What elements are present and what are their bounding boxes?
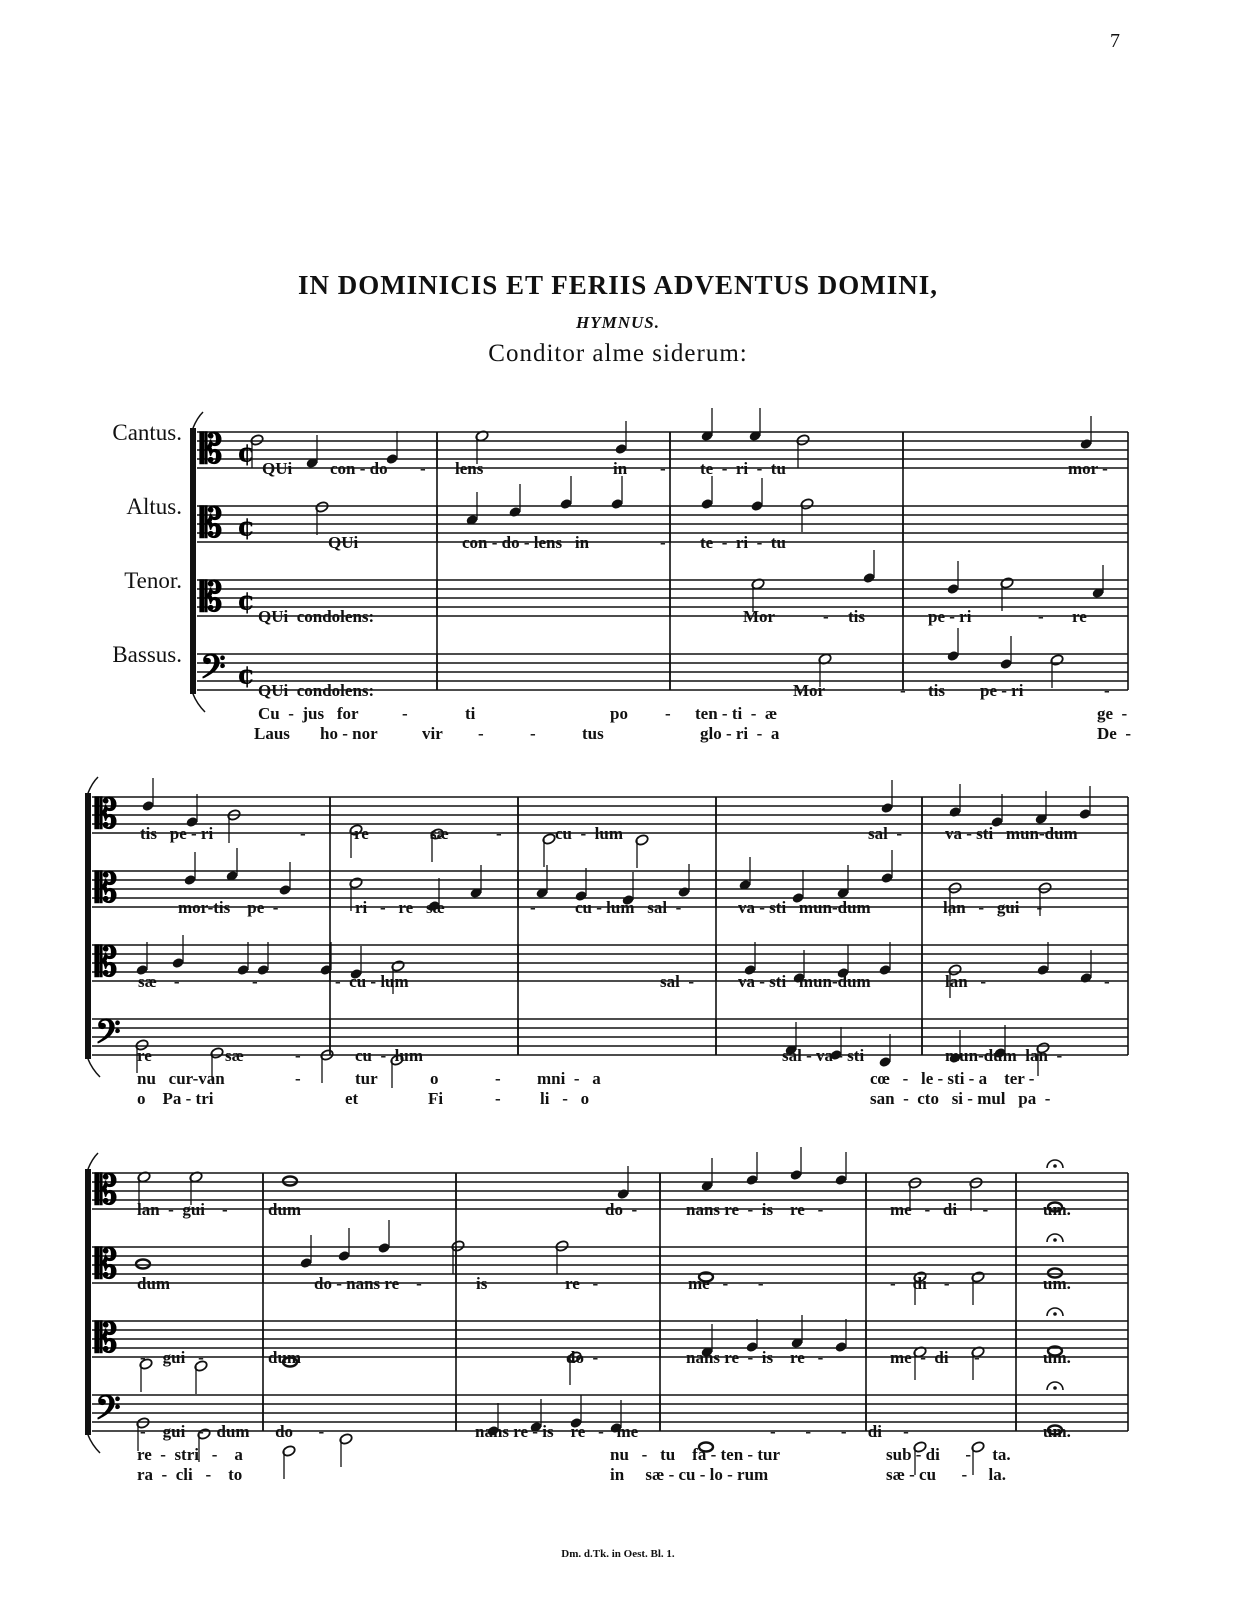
lyric-verse3: Laus xyxy=(254,724,290,743)
cut-time-icon: ¢ xyxy=(237,660,256,691)
lyric-altus: con - do - lens in xyxy=(462,533,590,552)
lyric-cantus: lan - gui - xyxy=(137,1200,228,1219)
lyric-verse2: re - stri - a xyxy=(137,1445,243,1464)
lyric-tenor: do - xyxy=(566,1348,599,1367)
lyric-tenor: pe - ri xyxy=(928,607,972,626)
lyric-verse2: - xyxy=(665,704,671,723)
whole-note xyxy=(283,1177,297,1186)
lyric-verse3: san - cto si - mul pa - xyxy=(870,1089,1051,1108)
lyric-verse3: glo - ri - a xyxy=(700,724,780,743)
lyric-verse2: ge - xyxy=(1097,704,1128,723)
lyric-altus: cu - lum sal - xyxy=(575,898,682,917)
page-number: 7 xyxy=(1110,30,1120,52)
lyric-verse3: Fi xyxy=(428,1089,444,1108)
lyric-verse3: ho - nor xyxy=(320,724,378,743)
lyric-verse2: - xyxy=(495,1069,501,1088)
lyric-tenor: me - di - xyxy=(890,1348,980,1367)
lyric-cantus: do - xyxy=(605,1200,638,1219)
lyric-bassus: - xyxy=(900,681,906,700)
lyric-verse2: nu - tu fa - ten - tur xyxy=(610,1445,780,1464)
lyric-verse2: - xyxy=(295,1069,301,1088)
lyric-altus: te - ri - tu xyxy=(700,533,786,552)
page-footer: Dm. d.Tk. in Oest. Bl. 1. xyxy=(561,1548,675,1560)
lyric-tenor: - xyxy=(252,972,258,991)
lyric-bassus: pe - ri xyxy=(980,681,1024,700)
lyric-altus: do - nans re - xyxy=(314,1274,422,1293)
lyric-verse3: vir xyxy=(422,724,443,743)
bracket-hook-bottom xyxy=(88,1435,100,1453)
lyric-altus: - di - xyxy=(890,1274,950,1293)
lyric-tenor: re xyxy=(1072,607,1087,626)
lyric-altus: ri - re sæ xyxy=(355,898,445,917)
lyric-tenor: - xyxy=(823,607,829,626)
lyric-cantus: re xyxy=(354,824,369,843)
lyric-verse3: tus xyxy=(582,724,604,743)
lyric-altus: - xyxy=(660,533,666,552)
lyric-tenor: lan - xyxy=(945,972,987,991)
lyric-verse2: sub - di - ta. xyxy=(886,1445,1011,1464)
bracket-hook-bottom xyxy=(193,694,205,712)
lyric-bassus: Mor xyxy=(793,681,826,700)
lyric-bassus: sal - va - sti xyxy=(782,1046,865,1065)
lyric-cantus: QUi xyxy=(262,459,293,478)
lyric-bassus: - xyxy=(1104,681,1110,700)
lyric-verse3: in sæ - cu - lo - rum xyxy=(610,1465,769,1484)
lyric-bassus: re xyxy=(137,1046,152,1065)
lyric-cantus: me - di - xyxy=(890,1200,989,1219)
lyric-cantus: - xyxy=(496,824,502,843)
lyric-verse3: De - xyxy=(1097,724,1131,743)
c-clef-icon: 𝄡 xyxy=(200,425,223,473)
lyric-cantus: um. xyxy=(1043,1200,1071,1219)
lyric-tenor: tis xyxy=(848,607,865,626)
lyric-verse3: et xyxy=(345,1089,359,1108)
hymn-title: IN DOMINICIS ET FERIIS ADVENTUS DOMINI, xyxy=(297,270,939,300)
lyric-altus: lan - gui - xyxy=(943,898,1043,917)
lyric-altus: is xyxy=(476,1274,488,1293)
lyric-tenor: - cu - lum xyxy=(335,972,409,991)
lyric-altus: QUi xyxy=(328,533,359,552)
lyric-cantus: - xyxy=(660,459,666,478)
lyric-verse2: - xyxy=(402,704,408,723)
fermata-dot xyxy=(1053,1312,1057,1316)
lyric-tenor: QUi condolens: xyxy=(258,607,375,626)
hymn-subtitle: HYMNUS. xyxy=(576,313,660,332)
fermata-dot xyxy=(1053,1238,1057,1242)
c-clef-icon: 𝄡 xyxy=(95,864,118,912)
lyric-cantus: sæ xyxy=(430,824,449,843)
c-clef-icon: 𝄡 xyxy=(200,573,223,621)
whole-note xyxy=(136,1260,150,1269)
fermata-dot xyxy=(1053,1164,1057,1168)
lyric-cantus: in xyxy=(613,459,628,478)
cut-time-icon: ¢ xyxy=(237,586,256,617)
lyric-verse2: nu cur-van xyxy=(137,1069,225,1088)
bracket-hook-bottom xyxy=(88,1059,100,1077)
lyric-tenor: va - sti mun-dum xyxy=(738,972,871,991)
c-clef-icon: 𝄡 xyxy=(200,499,223,547)
voice-label-cantus: Cantus. xyxy=(112,420,182,445)
lyric-tenor: - gui - xyxy=(140,1348,204,1367)
lyric-cantus: te - ri - tu xyxy=(700,459,786,478)
lyric-verse3: - xyxy=(478,724,484,743)
lyric-cantus: sal - xyxy=(868,824,902,843)
lyric-cantus: con - do xyxy=(330,459,388,478)
cut-time-icon: ¢ xyxy=(237,438,256,469)
lyric-verse2: po xyxy=(610,704,628,723)
lyric-bassus: - xyxy=(295,1046,301,1065)
lyric-bassus: tis xyxy=(928,681,945,700)
lyric-cantus: cu - lum xyxy=(555,824,623,843)
lyric-verse3: - xyxy=(530,724,536,743)
lyric-verse3: o Pa - tri xyxy=(137,1089,214,1108)
voice-label-bassus: Bassus. xyxy=(112,642,182,667)
lyric-tenor: sæ - xyxy=(138,972,180,991)
lyric-bassus: sæ xyxy=(225,1046,244,1065)
bass-clef-icon: 𝄢 xyxy=(200,647,226,695)
c-clef-icon: 𝄡 xyxy=(95,1314,118,1362)
c-clef-icon: 𝄡 xyxy=(95,1240,118,1288)
lyric-tenor: Mor xyxy=(743,607,776,626)
c-clef-icon: 𝄡 xyxy=(95,790,118,838)
lyric-altus: re - xyxy=(565,1274,599,1293)
lyric-cantus: lens xyxy=(455,459,484,478)
lyric-altus: - xyxy=(530,898,536,917)
lyric-bassus: nans re - is re - me xyxy=(475,1422,639,1441)
lyric-bassus: cu - lum xyxy=(355,1046,423,1065)
lyric-tenor: - xyxy=(1104,972,1110,991)
lyric-verse2: ten - ti - æ xyxy=(695,704,778,723)
lyric-cantus: va - sti mun-dum xyxy=(945,824,1078,843)
c-clef-icon: 𝄡 xyxy=(95,1166,118,1214)
lyric-verse2: ti xyxy=(465,704,476,723)
lyric-tenor: dum xyxy=(268,1348,302,1367)
cut-time-icon: ¢ xyxy=(237,512,256,543)
bass-clef-icon: 𝄢 xyxy=(95,1388,121,1436)
bass-clef-icon: 𝄢 xyxy=(95,1012,121,1060)
voice-label-tenor: Tenor. xyxy=(124,568,182,593)
lyric-verse2: mni - a xyxy=(537,1069,601,1088)
lyric-tenor: nans re - is re - xyxy=(686,1348,824,1367)
lyric-altus: dum xyxy=(137,1274,171,1293)
lyric-cantus: dum xyxy=(268,1200,302,1219)
lyric-altus: mor-tis pe - xyxy=(178,898,279,917)
lyric-bassus: - - - di - xyxy=(770,1422,909,1441)
lyric-cantus: - xyxy=(300,824,306,843)
lyric-verse2: Cu - jus for xyxy=(258,704,359,723)
lyric-verse2: o xyxy=(430,1069,439,1088)
fermata-dot xyxy=(1053,1386,1057,1390)
lyric-tenor: um. xyxy=(1043,1348,1071,1367)
lyric-bassus: QUi condolens: xyxy=(258,681,375,700)
c-clef-icon: 𝄡 xyxy=(95,938,118,986)
lyric-altus: um. xyxy=(1043,1274,1071,1293)
lyric-verse3: ra - cli - to xyxy=(137,1465,243,1484)
lyric-bassus: mun-dum lan - xyxy=(945,1046,1063,1065)
lyric-cantus: tis pe - ri xyxy=(140,824,214,843)
lyric-tenor: sal - xyxy=(660,972,694,991)
lyric-tenor: - xyxy=(1038,607,1044,626)
lyric-verse3: - xyxy=(495,1089,501,1108)
lyric-bassus: um. xyxy=(1043,1422,1071,1441)
hymn-incipit: Conditor alme siderum: xyxy=(488,340,748,367)
lyric-verse3: sæ - cu - la. xyxy=(886,1465,1006,1484)
lyric-verse2: tur xyxy=(355,1069,378,1088)
lyric-cantus: - xyxy=(420,459,426,478)
lyric-verse2: cœ - le - sti - a ter - xyxy=(870,1069,1035,1088)
lyric-bassus: - gui - dum do - xyxy=(140,1422,325,1441)
voice-label-altus: Altus. xyxy=(126,494,182,519)
lyric-verse3: li - o xyxy=(540,1089,590,1108)
lyric-cantus: nans re - is re - xyxy=(686,1200,824,1219)
lyric-altus: me - - xyxy=(688,1274,764,1293)
lyric-altus: va - sti mun-dum xyxy=(738,898,871,917)
lyric-cantus: mor - xyxy=(1068,459,1108,478)
